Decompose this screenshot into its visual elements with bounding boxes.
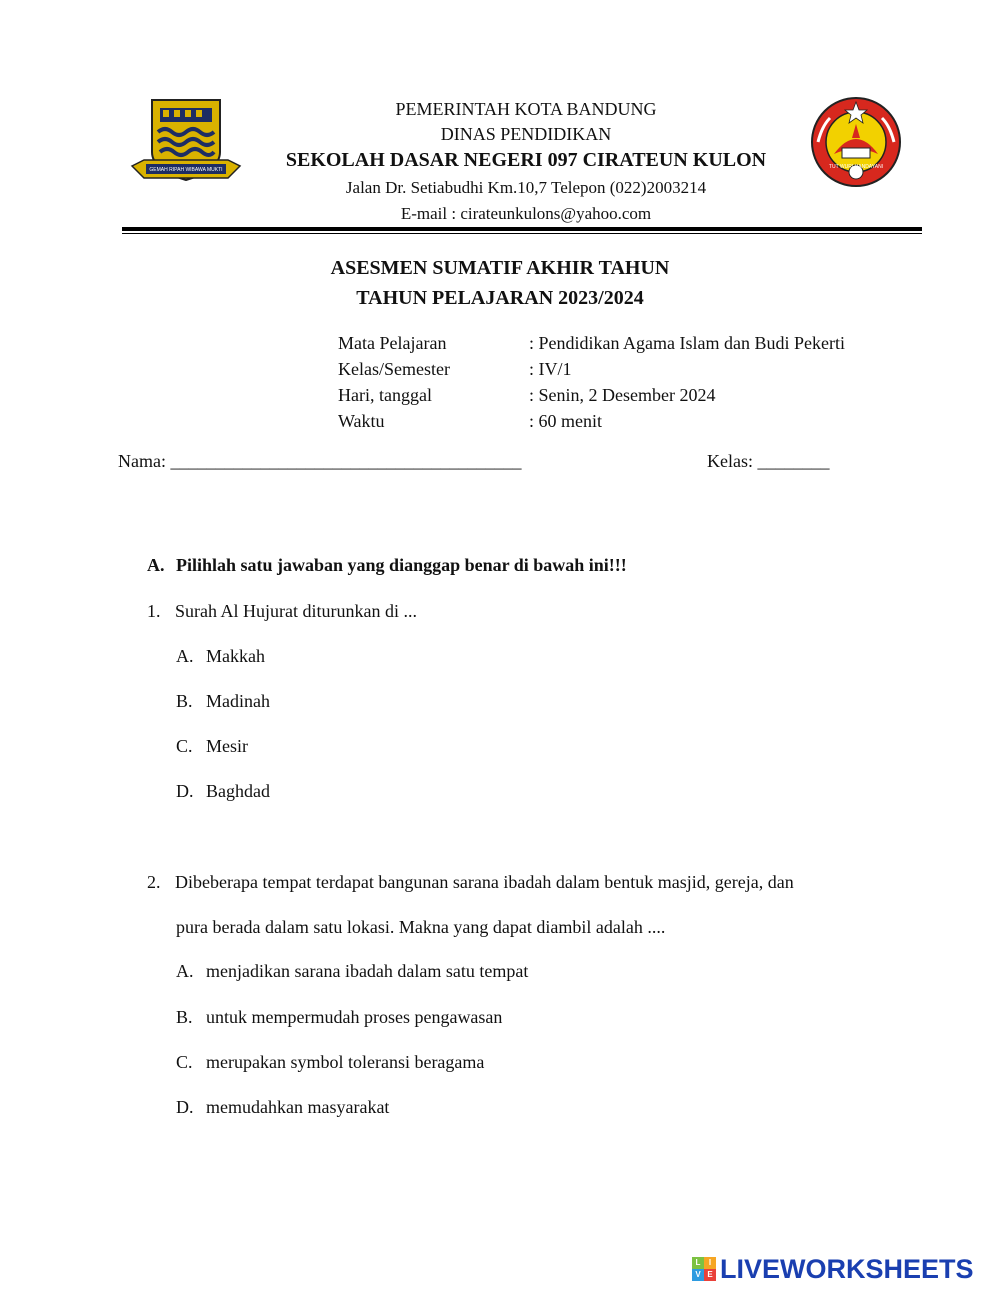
logo-tile: E: [704, 1269, 716, 1281]
student-class-field[interactable]: Kelas: ________: [707, 451, 830, 471]
question-text: Surah Al Hujurat diturunkan di ...: [175, 601, 417, 621]
meta-value: : Senin, 2 Desember 2024: [529, 385, 716, 405]
option-text: Makkah: [206, 646, 265, 666]
section-a-instruction: [147, 555, 847, 576]
question-number: 1.: [147, 601, 161, 621]
logo-tile: V: [692, 1269, 704, 1281]
question-number: 2.: [147, 872, 161, 892]
header-address: Jalan Dr. Setiabudhi Km.10,7 Telepon (022)2003214: [345, 178, 707, 197]
option-letter: D.: [176, 781, 194, 801]
question-2-option-a[interactable]: [176, 961, 528, 982]
section-letter: A.: [147, 555, 165, 575]
question-1-option-a[interactable]: [176, 646, 265, 667]
option-text: menjadikan sarana ibadah dalam satu tempat: [206, 961, 529, 981]
meta-value: : 60 menit: [529, 411, 602, 431]
header-email: E-mail : cirateunkulons@yahoo.com: [400, 204, 652, 223]
meta-row-date: [338, 382, 938, 408]
meta-label: Mata Pelajaran: [338, 333, 447, 353]
question-text: Dibeberapa tempat terdapat bangunan sarana ibadah dalam bentuk masjid, gereja, dan: [175, 872, 794, 892]
logo-tile: I: [704, 1257, 716, 1269]
meta-value: : Pendidikan Agama Islam dan Budi Pekerti: [529, 333, 845, 353]
meta-row-class: [338, 356, 938, 382]
liveworksheets-watermark: [692, 1254, 992, 1286]
header-school-name: SEKOLAH DASAR NEGERI 097 CIRATEUN KULON: [285, 149, 767, 171]
question-2-option-c[interactable]: [176, 1052, 484, 1073]
question-2-option-b[interactable]: [176, 1007, 502, 1028]
option-letter: B.: [176, 1007, 193, 1027]
logo-tile: L: [692, 1257, 704, 1269]
option-letter: D.: [176, 1097, 194, 1117]
question-2-option-d[interactable]: [176, 1097, 389, 1118]
meta-value: : IV/1: [529, 359, 572, 379]
tut-wuri-handayani-emblem-icon: [810, 96, 902, 188]
header-dept: DINAS PENDIDIKAN: [440, 124, 612, 144]
question-1-option-b[interactable]: [176, 691, 270, 712]
header-divider-thick: [122, 227, 922, 231]
option-text: memudahkan masyarakat: [206, 1097, 390, 1117]
option-letter: C.: [176, 736, 193, 756]
option-text: untuk mempermudah proses pengawasan: [206, 1007, 503, 1027]
option-text: Baghdad: [206, 781, 270, 801]
header-divider-thin: [122, 233, 922, 234]
liveworksheets-wordmark: LIVEWORKSHEETS: [720, 1254, 974, 1284]
meta-block: [338, 330, 938, 434]
meta-label: Kelas/Semester: [338, 359, 450, 379]
left-emblem-motto: GEMAH RIPAH WIBAWA MUKTI: [149, 167, 223, 173]
meta-row-time: [338, 408, 938, 434]
section-instruction-text: Pilihlah satu jawaban yang dianggap benar di bawah ini!!!: [176, 555, 627, 575]
question-1-option-d[interactable]: [176, 781, 270, 802]
meta-label: Waktu: [338, 411, 385, 431]
question-1: [147, 601, 907, 622]
option-letter: A.: [176, 646, 194, 666]
option-text: merupakan symbol toleransi beragama: [206, 1052, 485, 1072]
meta-row-subject: [338, 330, 938, 356]
right-emblem-text: TUT WURI HANDAYANI: [828, 164, 884, 170]
student-name-field[interactable]: Nama: _______________________________________: [118, 451, 522, 471]
meta-label: Hari, tanggal: [338, 385, 432, 405]
question-2-continuation: pura berada dalam satu lokasi. Makna yang dapat diambil adalah ....: [176, 917, 666, 937]
option-letter: A.: [176, 961, 194, 981]
exam-title: ASESMEN SUMATIF AKHIR TAHUN: [330, 257, 670, 279]
letterhead: [0, 0, 1000, 240]
option-letter: B.: [176, 691, 193, 711]
option-text: Mesir: [206, 736, 248, 756]
option-text: Madinah: [206, 691, 270, 711]
option-letter: C.: [176, 1052, 193, 1072]
question-2: [147, 872, 927, 893]
exam-year: TAHUN PELAJARAN 2023/2024: [356, 287, 644, 309]
liveworksheets-logo-icon: [692, 1257, 716, 1281]
question-1-option-c[interactable]: [176, 736, 248, 757]
header-gov: PEMERINTAH KOTA BANDUNG: [395, 99, 657, 119]
